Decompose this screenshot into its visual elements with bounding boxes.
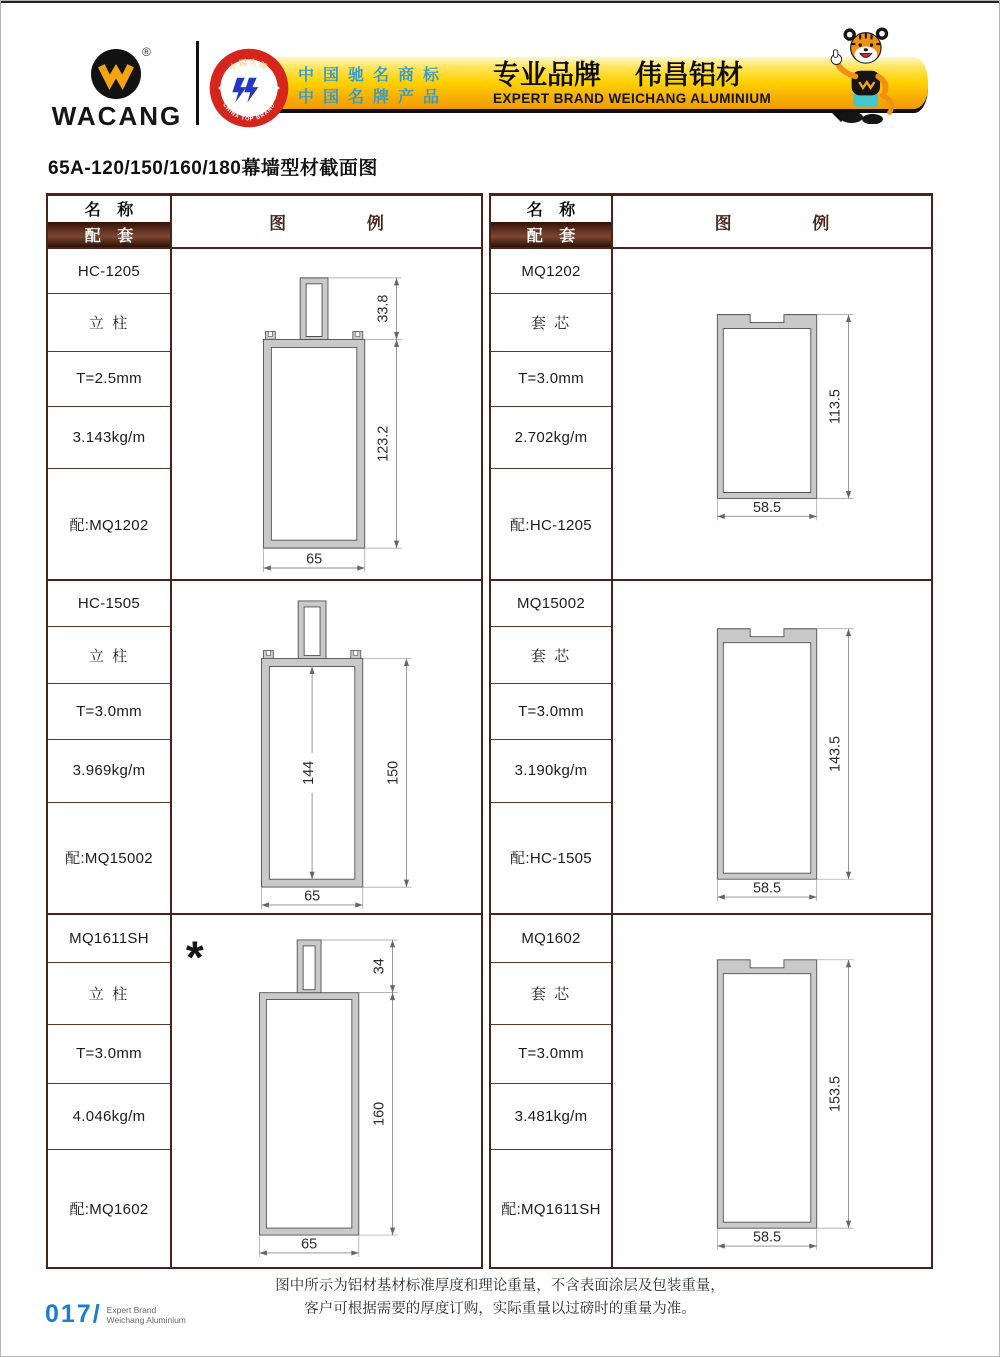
match-label: 配:HC-1205	[510, 516, 592, 534]
kind-label: 立 柱	[48, 294, 170, 351]
arrowhead-icon	[394, 332, 399, 339]
table-row	[491, 913, 931, 1267]
table-row	[491, 249, 931, 579]
arrowhead-icon	[404, 880, 409, 887]
profile-stem	[300, 278, 328, 340]
tiger-mascot	[825, 25, 901, 124]
arrowhead-icon	[846, 629, 851, 636]
col-legend-header: 图 例	[269, 214, 422, 233]
kind-label: 立 柱	[48, 627, 170, 685]
profile-diagram-cell	[172, 249, 481, 579]
footer-note-line-1: 图中所示为铝材基材标准厚度和理论重量，不含表面涂层及包装重量，	[275, 1278, 725, 1294]
model-label: MQ1611SH	[48, 915, 170, 963]
arrowhead-icon	[394, 278, 399, 285]
page-number-block	[45, 1302, 186, 1326]
asterisk-flag: *	[185, 931, 204, 983]
arrowhead-icon	[357, 565, 364, 570]
badge-bottom-text: CHINA TOP BRAND	[221, 102, 277, 123]
dimension-label: 65	[304, 888, 321, 905]
profile-stem	[297, 940, 321, 993]
table-row	[48, 913, 481, 1267]
slogan	[493, 61, 771, 106]
badge-top-text: 中国名牌	[227, 57, 271, 73]
dimension-label: 58.5	[753, 499, 782, 516]
thickness-label: T=3.0mm	[491, 1025, 611, 1084]
arrowhead-icon	[390, 993, 395, 1000]
arrowhead-icon	[717, 1243, 724, 1248]
arrowhead-icon	[809, 514, 816, 519]
profile-diagram-cell	[613, 581, 931, 913]
match-label: 配:MQ1611SH	[501, 1200, 601, 1218]
dimension-label: 143.5	[827, 735, 844, 772]
claim-line-1: 中国驰名商标	[298, 67, 449, 84]
arrowhead-icon	[846, 315, 851, 322]
arrowhead-icon	[809, 1243, 816, 1248]
arrowhead-icon	[394, 541, 399, 548]
brand-claims	[298, 65, 448, 109]
match-label: 配:HC-1505	[510, 850, 592, 868]
table-header	[48, 196, 481, 249]
dimension-label: 150	[385, 760, 402, 785]
profile-body	[717, 315, 816, 499]
model-label: MQ1202	[491, 249, 611, 294]
arrowhead-icon	[390, 985, 395, 992]
profile-body	[263, 339, 364, 548]
weight-label: 3.481kg/m	[491, 1084, 611, 1150]
arrowhead-icon	[310, 667, 315, 674]
col-name-header: 名 称	[526, 202, 582, 220]
weight-label: 3.190kg/m	[491, 740, 611, 803]
dimension-label: 58.5	[753, 1229, 782, 1246]
col-match-header: 配 套	[48, 222, 170, 248]
footer-note-line-2: 客户可根据需要的厚度订购，实际重量以过磅时的重量为准。	[304, 1301, 696, 1317]
profile-body	[259, 993, 358, 1235]
profile-cross-section	[172, 249, 481, 579]
kind-label: 立 柱	[48, 963, 170, 1024]
model-label: HC-1505	[48, 581, 170, 627]
kind-label: 套 芯	[491, 627, 611, 685]
thickness-label: T=2.5mm	[48, 352, 170, 407]
profile-diagram-cell	[172, 915, 481, 1267]
model-label: HC-1205	[48, 249, 170, 294]
wacang-logo-mark	[91, 49, 141, 99]
profile-cross-section	[613, 915, 931, 1267]
slogan-cn-left: 专业品牌	[493, 60, 601, 90]
arrowhead-icon	[261, 902, 268, 907]
arrowhead-icon	[390, 1228, 395, 1235]
arrowhead-icon	[263, 565, 270, 570]
page-brand-line-1: Expert Brand	[106, 1305, 157, 1315]
weight-label: 2.702kg/m	[491, 407, 611, 469]
registered-mark: ®	[142, 45, 151, 59]
col-name-header: 名 称	[84, 202, 140, 220]
page-number: 017/	[45, 1300, 102, 1328]
dimension-label: 65	[306, 551, 323, 568]
dimension-label: 123.2	[375, 425, 392, 462]
table-header	[491, 196, 931, 249]
thickness-label: T=3.0mm	[48, 1025, 170, 1084]
weight-label: 4.046kg/m	[48, 1084, 170, 1150]
arrowhead-icon	[846, 960, 851, 967]
thickness-label: T=3.0mm	[491, 684, 611, 740]
profile-diagram-cell	[613, 249, 931, 579]
thickness-label: T=3.0mm	[48, 684, 170, 740]
dimension-label: 34	[371, 958, 388, 975]
profile-stem	[298, 601, 326, 659]
weight-label: 3.143kg/m	[48, 407, 170, 469]
slogan-cn-right: 伟昌铝材	[635, 60, 743, 90]
arrowhead-icon	[259, 1250, 266, 1255]
table-row	[491, 579, 931, 913]
arrowhead-icon	[390, 940, 395, 947]
arrowhead-icon	[351, 1250, 358, 1255]
w-glyph-icon	[94, 52, 138, 96]
arrowhead-icon	[717, 894, 724, 899]
claim-line-2: 中国名牌产品	[298, 89, 449, 106]
china-top-brand-badge	[208, 47, 290, 129]
arrowhead-icon	[355, 902, 362, 907]
dimension-label: 65	[301, 1236, 318, 1253]
table-row	[48, 579, 481, 913]
slogan-en: EXPERT BRAND WEICHANG ALUMINIUM	[493, 91, 772, 106]
arrowhead-icon	[404, 659, 409, 666]
arrowhead-icon	[846, 872, 851, 879]
page-brand	[107, 1302, 186, 1325]
kind-label: 套 芯	[491, 294, 611, 351]
arrowhead-icon	[846, 491, 851, 498]
profile-cross-section	[613, 249, 931, 579]
arrowhead-icon	[717, 514, 724, 519]
profile-body	[717, 960, 816, 1228]
profile-cross-section	[172, 915, 481, 1267]
page-title: 65A-120/150/160/180幕墙型材截面图	[48, 158, 378, 179]
model-label: MQ15002	[491, 581, 611, 627]
weight-label: 3.969kg/m	[48, 740, 170, 803]
profile-diagram-cell	[613, 915, 931, 1267]
page-brand-line-2: Weichang Aluminium	[106, 1315, 186, 1325]
match-label: 配:MQ1602	[69, 1200, 149, 1218]
arrowhead-icon	[394, 339, 399, 346]
match-label: 配:MQ1202	[69, 516, 149, 534]
profile-diagram-cell	[172, 581, 481, 913]
match-label: 配:MQ15002	[65, 850, 153, 868]
dimension-label: 153.5	[827, 1075, 844, 1112]
dimension-label: 160	[371, 1101, 388, 1126]
dimension-label: 113.5	[827, 389, 844, 425]
profile-body	[717, 629, 816, 879]
col-legend-header: 图 例	[714, 214, 868, 233]
header-divider	[196, 41, 199, 125]
arrowhead-icon	[846, 1221, 851, 1228]
dimension-label: 33.8	[375, 294, 392, 323]
arrowhead-icon	[310, 872, 315, 879]
table-row	[48, 249, 481, 579]
profile-cross-section	[613, 581, 931, 913]
arrowhead-icon	[809, 894, 816, 899]
profile-cross-section	[172, 581, 481, 913]
dimension-label: 144	[301, 760, 318, 785]
model-label: MQ1602	[491, 915, 611, 963]
table-mullions	[46, 193, 483, 1269]
table-cores	[489, 193, 933, 1269]
dimension-label: 58.5	[753, 880, 782, 897]
brand-name: WACANG	[51, 101, 183, 131]
thickness-label: T=3.0mm	[491, 352, 611, 407]
kind-label: 套 芯	[491, 963, 611, 1024]
col-match-header: 配 套	[491, 222, 611, 248]
